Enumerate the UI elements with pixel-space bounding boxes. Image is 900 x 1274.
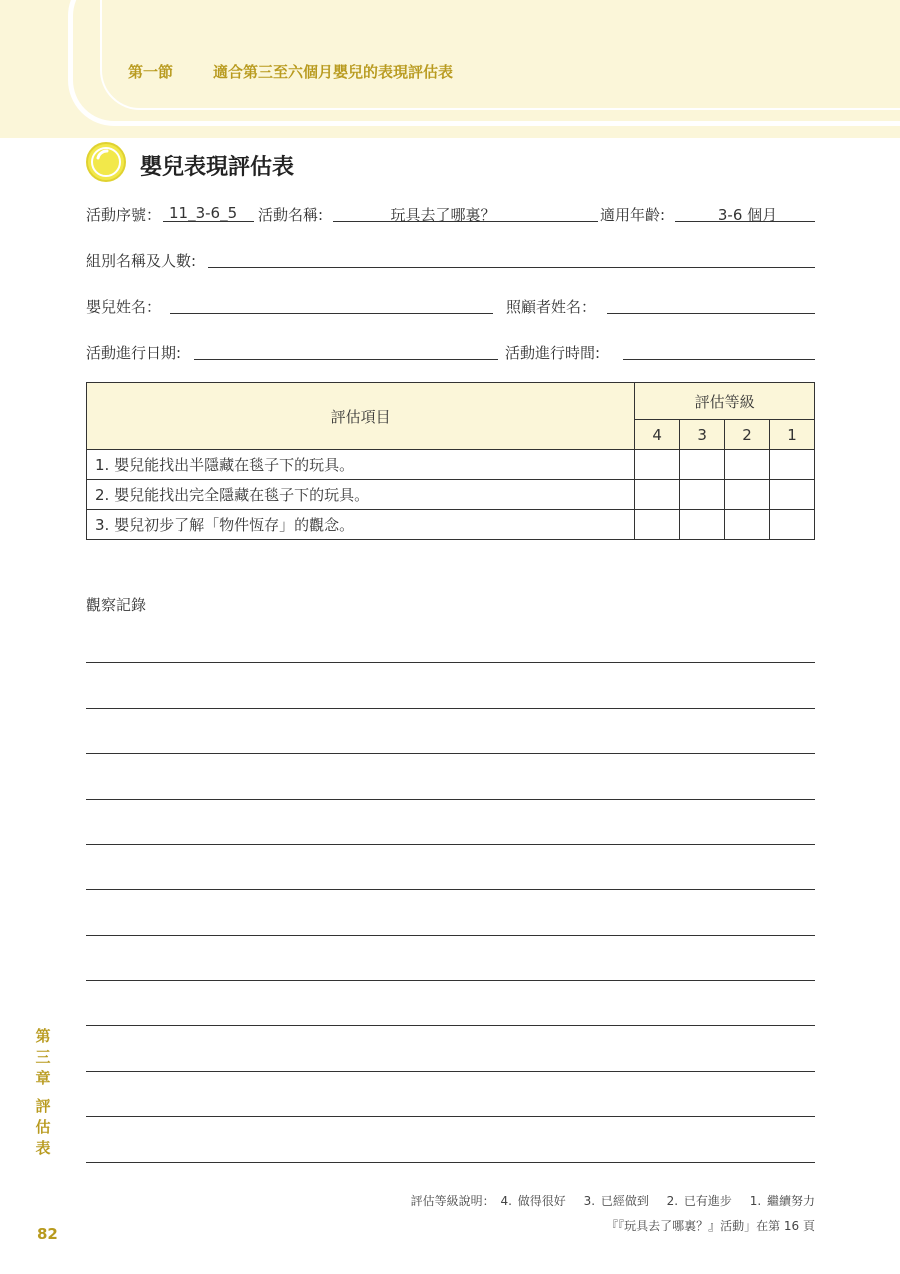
- date-line[interactable]: [194, 359, 498, 360]
- age-value: 3-6 個月: [717, 206, 778, 224]
- baby-name-line[interactable]: [170, 313, 493, 314]
- activity-name-value: 玩具去了哪裏？: [390, 206, 496, 224]
- grade-cell[interactable]: [680, 450, 725, 480]
- grade-cell[interactable]: [680, 510, 725, 540]
- page-reference: 『『玩具去了哪裏？』活動」在第 16 頁: [606, 1219, 815, 1233]
- observation-line[interactable]: [86, 889, 815, 890]
- grade-1: 1: [770, 420, 815, 450]
- time-line[interactable]: [623, 359, 815, 360]
- bubble-icon: [85, 141, 127, 183]
- grade-cell[interactable]: [770, 510, 815, 540]
- grade-cell[interactable]: [770, 450, 815, 480]
- time-label: 活動進行時間:: [505, 344, 601, 362]
- item-text: 1. 嬰兒能找出半隱藏在毯子下的玩具。: [87, 450, 635, 480]
- item-header: 評估項目: [87, 383, 635, 450]
- baby-name-label: 嬰兒姓名：: [86, 298, 162, 316]
- grade-cell[interactable]: [635, 480, 680, 510]
- header-frame-inner: [100, 0, 900, 110]
- grade-cell[interactable]: [725, 480, 770, 510]
- item-text: 3. 嬰兒初步了解「物件恆存」的觀念。: [87, 510, 635, 540]
- carer-name-line[interactable]: [607, 313, 815, 314]
- table-row: [87, 510, 815, 540]
- grade-cell[interactable]: [680, 480, 725, 510]
- activity-no-value: 11_3-6_5: [169, 204, 238, 222]
- observation-line[interactable]: [86, 662, 815, 663]
- activity-no-label: 活動序號：: [86, 206, 162, 224]
- date-label: 活動進行日期:: [86, 344, 182, 362]
- observation-line[interactable]: [86, 844, 815, 845]
- item-text: 2. 嬰兒能找出完全隱藏在毯子下的玩具。: [87, 480, 635, 510]
- grade-4: 4: [635, 420, 680, 450]
- grade-cell[interactable]: [725, 510, 770, 540]
- group-label: 組別名稱及人數:: [86, 252, 197, 270]
- side-section-label: 評 估 表: [35, 1097, 51, 1157]
- group-line[interactable]: [208, 267, 815, 268]
- observation-line[interactable]: [86, 980, 815, 981]
- grade-3: 3: [680, 420, 725, 450]
- grade-header: 評估等級: [635, 383, 815, 420]
- observation-label: 觀察記錄: [86, 596, 147, 614]
- age-label: 適用年齡:: [600, 206, 666, 224]
- page-number: 82: [37, 1225, 58, 1243]
- carer-name-label: 照顧者姓名：: [506, 298, 597, 316]
- observation-line[interactable]: [86, 753, 815, 754]
- observation-line[interactable]: [86, 1025, 815, 1026]
- table-row: [87, 480, 815, 510]
- observation-line[interactable]: [86, 708, 815, 709]
- grade-cell[interactable]: [725, 450, 770, 480]
- evaluation-table: [86, 382, 815, 540]
- grade-cell[interactable]: [770, 480, 815, 510]
- header-section-label: 第一節: [128, 63, 174, 81]
- table-row: [87, 450, 815, 480]
- page-title: 嬰兒表現評估表: [140, 155, 295, 180]
- observation-line[interactable]: [86, 1116, 815, 1117]
- side-chapter-label: 第 三 章: [35, 1027, 51, 1087]
- observation-line[interactable]: [86, 1162, 815, 1163]
- header-section-title: 適合第三至六個月嬰兒的表現評估表: [213, 63, 454, 81]
- grade-legend: 評估等級說明： 4. 做得很好 3. 已經做到 2. 已有進步 1. 繼續努力: [410, 1194, 815, 1208]
- grade-cell[interactable]: [635, 510, 680, 540]
- observation-line[interactable]: [86, 799, 815, 800]
- grade-2: 2: [725, 420, 770, 450]
- observation-line[interactable]: [86, 1071, 815, 1072]
- observation-line[interactable]: [86, 935, 815, 936]
- activity-name-label: 活動名稱:: [258, 206, 324, 224]
- grade-cell[interactable]: [635, 450, 680, 480]
